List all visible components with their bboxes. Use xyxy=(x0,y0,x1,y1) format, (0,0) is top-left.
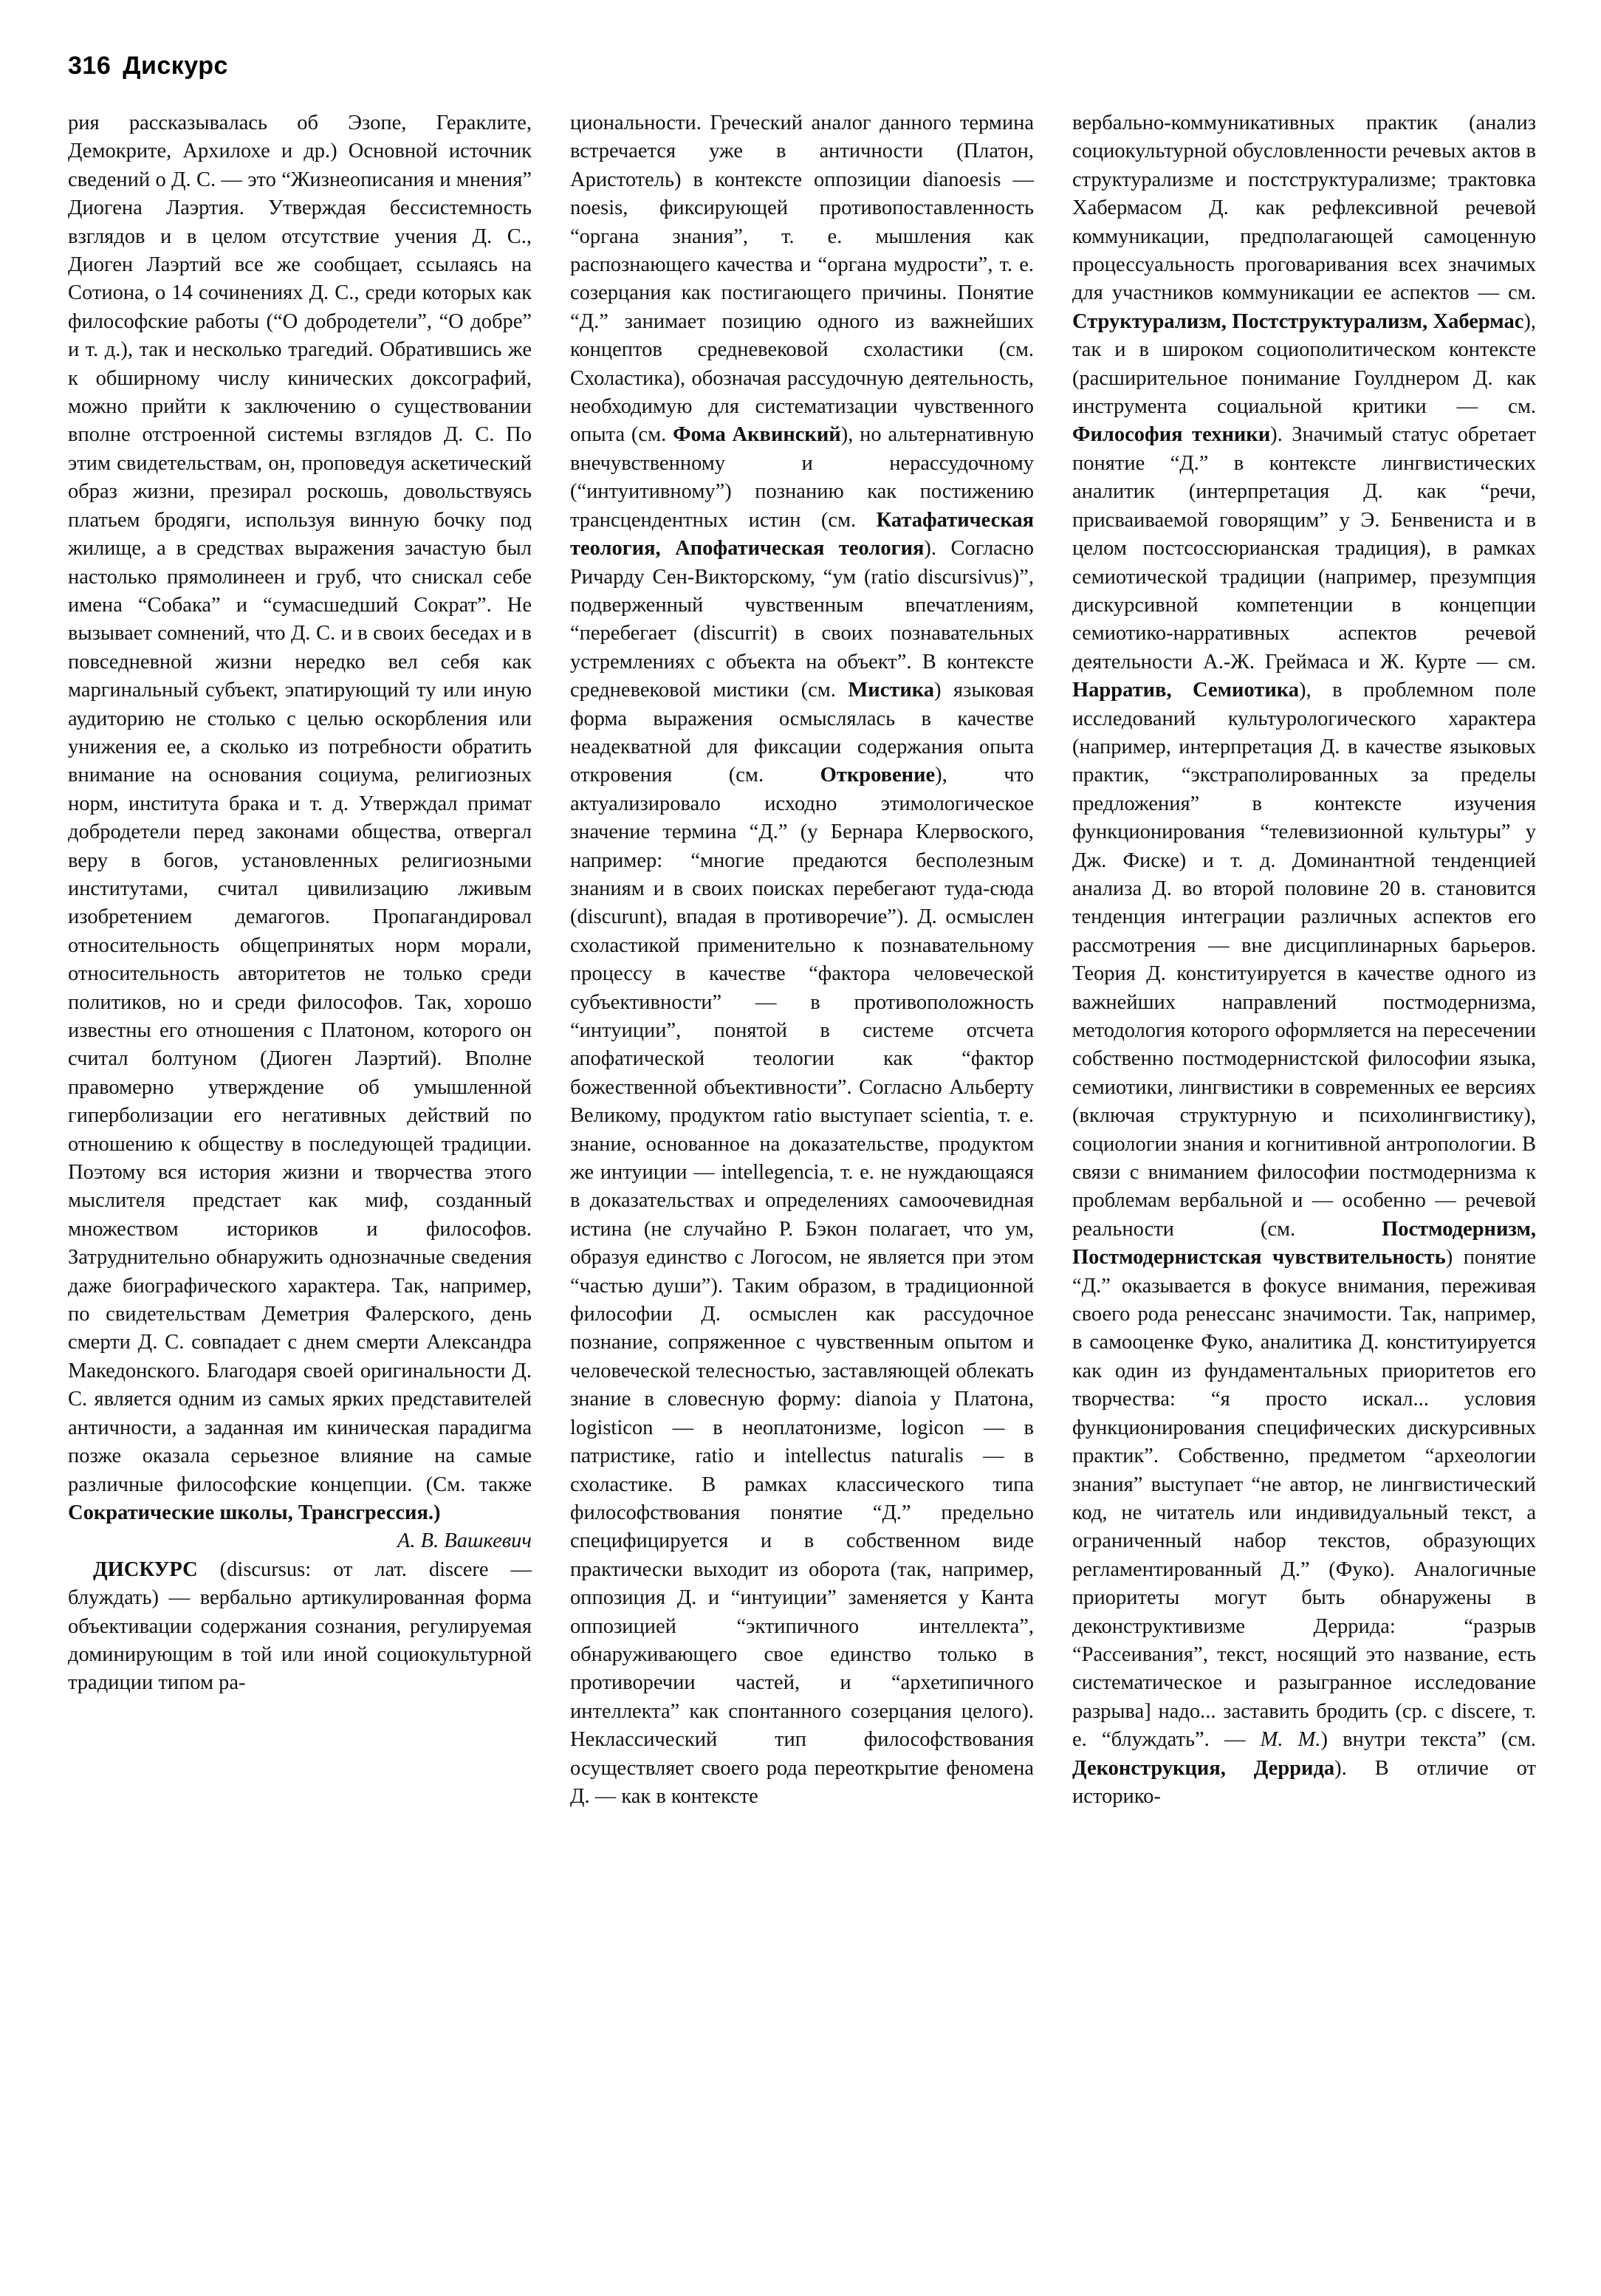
running-head: Дискурс xyxy=(123,52,228,80)
paragraph-continuation: вербально-коммуникативных практик (анализ социокультурной обусловленности речевых актов в структурализме и постструктурализме; трактовка Хабермасом Д. как рефлексивной речевой коммуникации, предполагающей самоценную процессуальность проговаривания всех значимых для участников коммуникации ее аспектов — см. Структурализм, Постструктурализм, Хабермас), так и в широком социополитическом контексте (расширительное понимание Гоулднером Д. как инструмента социальной критики — см. Философия техники). Значимый статус обретает понятие “Д.” в контексте лингвистических аналитик (интерпретация Д. как “речи, присваиваемой говорящим” у Э. Бенвениста и в целом постсоссюрианская традиция), в рамках семиотической традиции (например, презумпция дискурсивной компетенции в концепции семиотико-нарративных аспектов речевой деятельности А.-Ж. Греймаса и Ж. Курте — см. Нарратив, Семиотика), в проблемном поле исследований культурологического характера (например, интерпретация Д. в качестве языковых практик, “экстраполированных за пределы предложения” в контексте изучения функционирования “телевизионной культуры” у Дж. Фиске) и т. д. Доминантной тенденцией анализа Д. во второй половине 20 в. становится тенденция интеграции различных аспектов его рассмотрения — вне дисциплинарных барьеров. Теория Д. конституируется в качестве одного из важнейших направлений постмодернизма, методология которого оформляется на пересечении собственно постмодернистской философии языка, семиотики, лингвистики в современных ее версиях (включая структурную и психолингвистику), социологии знания и когнитивной антропологии. В связи с вниманием философии постмодернизма к проблемам вербальной и — особенно — речевой реальности (см. Постмодернизм, Постмодернистская чувствительность) понятие “Д.” оказывается в фокусе внимания, переживая своего рода ренессанс значимости. Так, например, в самооценке Фуко, аналитика Д. конституируется как один из фундаментальных приоритетов его творчества: “я просто искал... условия функционирования специфических дискурсивных практик”. Собственно, предметом “археологии знания” выступает “не автор, не лингвистический код, не читатель или индивидуальный текст, а ограниченный набор текстов, образующих регламентированный Д.” (Фуко). Аналогичные приоритеты могут быть обнаружены в деконструктивизме Деррида: “разрыв “Рассеивания”, текст, носящий это название, есть систематическое и разыгранное исследование разрыва] надо... заставить бродить (ср. с discere, т. е. “блуждать”. — М. М.) внутри текста” (см. Деконструкция, Деррида). В отличие от историко- xyxy=(1072,112,1537,1808)
column-right xyxy=(1072,109,1536,2266)
page-header xyxy=(68,52,228,80)
cross-reference: Структурализм, Постструктурализм, Хабермас xyxy=(1072,309,1524,333)
column-middle xyxy=(570,109,1034,2266)
dictionary-entry xyxy=(68,1556,532,1698)
paragraph-continuation: рия рассказывалась об Эзопе, Гераклите, Демокрите, Архилохе и др.) Основной источник сведений о Д. С. — это “Жизнеописания и мнения” Диогена Лаэртия. Утверждая бессистемность взглядов и в целом отсутствие учения Д. С., Диоген Лаэртий все же сообщает, ссылаясь на Сотиона, о 14 сочинениях Д. С., среди которых как философские работы (“О добродетели”, “О добре” и т. д.), так и несколько трагедий. Обратившись же к обширному числу кинических доксографий, можно прийти к заключению о существовании вполне отстроенной системы взглядов Д. С. По этим свидетельствам, он, проповедуя аскетический образ жизни, презирал роскошь, довольствуясь платьем бродяги, используя винную бочку под жилище, а в средствах выражения зачастую был настолько прямолинеен и груб, что снискал себе имена “Собака” и “сумасшедший Сократ”. Не вызывает сомнений, что Д. С. и в своих беседах и в повседневной жизни нередко вел себя как маргинальный субъект, эпатирующий ту или иную аудиторию не столько с целью оскорбления или унижения ее, а сколько из потребности обратить внимание на основания социума, религиозных норм, института брака и т. д. Утверждал примат добродетели перед законами общества, отвергал веру в богов, установленных религиозными институтами, считал цивилизацию лживым изобретением демагогов. Пропагандировал относительность общепринятых норм морали, относительность авторитетов не только среди политиков, но и среди философов. Так, хорошо известны его отношения с Платоном, которого он считал болтуном (Диоген Лаэртий). Вполне правомерно утверждение об умышленной гиперболизации его негативных действий по отношению к обществу в последующей традиции. Поэтому вся история жизни и творчества этого мыслителя предстает как миф, созданный множеством историков и философов. Затруднительно обнаружить однозначные сведения даже биографического характера. Так, например, по свидетельствам Деметрия Фалерского, день смерти Д. С. совпадает с днем смерти Александра Македонского. Благодаря своей оригинальности Д. С. является одним из самых ярких представителей античности, а заданная им киническая парадигма позже оказала серьезное влияние на самые различные философские концепции. (См. также Сократические школы, Трансгрессия.) xyxy=(68,112,532,1524)
text-columns xyxy=(68,109,1537,2266)
cross-reference: Откровение xyxy=(820,764,936,787)
cross-reference: Мистика xyxy=(848,679,935,702)
author-signature: А. В. Вашкевич xyxy=(397,1529,532,1553)
entry-body: (discursus: от лат. discere — блуждать) — вербально артикулированная форма объективации содержания сознания, регулируемая доминирующим в той или иной социокультурной традиции типом ра- xyxy=(68,1557,532,1695)
column-left xyxy=(68,109,532,2266)
entry-term: ДИСКУРС xyxy=(93,1557,198,1581)
cross-reference: Фома Аквинский xyxy=(673,423,841,447)
paragraph-continuation: циональности. Греческий аналог данного термина встречается уже в античности (Платон, Аристотель) в контексте оппозиции dianoesis — noesis, фиксирующей противопоставленность “органа знания”, т. е. мышления как распознающего качества и “органа мудрости”, т. е. созерцания как постигающего причины. Понятие “Д.” занимает позицию одного из важнейших концептов средневековой схоластики (см. Схоластика), обозначая рассудочную деятельность, необходимую для систематизации чувственного опыта (см. Фома Аквинский), но альтернативную внечувственному и нерассудочному (“интуитивному”) познанию как постижению трансцендентных истин (см. Катафатическая теология, Апофатическая теология). Согласно Ричарду Сен-Викторскому, “ум (ratio discursivus)”, подверженный чувственным впечатлениям, “перебегает (discurrit) в своих познавательных устремлениях с объекта на объект”. В контексте средневековой мистики (см. Мистика) языковая форма выражения осмыслялась в качестве неадекватной для фиксации содержания опыта откровения (см. Откровение), что актуализировало исходно этимологическое значение термина “Д.” (у Бернара Клервоского, например: “многие предаются бесполезным знаниям и в своих поисках перебегают туда-сюда (discurunt), впадая в противоречие”). Д. осмыслен схоластикой применительно к познавательному процессу в качестве “фактора человеческой субъективности” — в противоположность “интуиции”, понятой в системе отсчета апофатической теологии как “фактор божественной объективности”. Согласно Альберту Великому, продуктом ratio выступает scientia, т. е. знание, основанное на доказательстве, продуктом же интуиции — intellegencia, т. е. не нуждающаяся в доказательствах и определениях самоочевидная истина (не случайно Р. Бэкон полагает, что ум, образуя единство с Логосом, не является при этом “частью души”). Таким образом, в традиционной философии Д. осмыслен как рассудочное познание, сопряженное с чувственным опытом и человеческой телесностью, заставляющей облекать знание в словесную форму: dianoia у Платона, logisticon — в неоплатонизме, logicon — в патристике, ratio и intellectus naturalis — в схоластике. В рамках классического типа философствования понятие “Д.” предельно специфицируется и в собственном виде практически выходит из оборота (так, например, оппозиция Д. и “интуиции” заменяется у Канта оппозицией “эктипичного интеллекта”, обнаруживающего свое единство только в противоречии частей, и “архетипичного интеллекта” как спонтанного созерцания целого). Неклассический тип философствования осуществляет своего рода переоткрытие феномена Д. — как в контексте xyxy=(570,112,1035,1808)
cross-reference: Деконструкция, Деррида xyxy=(1072,1756,1335,1780)
cross-reference: Сократические школы, Трансгрессия.) xyxy=(68,1501,441,1524)
initials-italic: М. М. xyxy=(1260,1728,1321,1752)
cross-reference: Нарратив, Семиотика xyxy=(1072,679,1300,702)
cross-reference: Катафатическая теология, Апофатическая теология xyxy=(570,508,1034,561)
page-number: 316 xyxy=(68,52,112,80)
cross-reference: Постмодернизм, Постмодернистская чувствительность xyxy=(1072,1217,1536,1269)
cross-reference: Философия техники xyxy=(1072,423,1271,447)
